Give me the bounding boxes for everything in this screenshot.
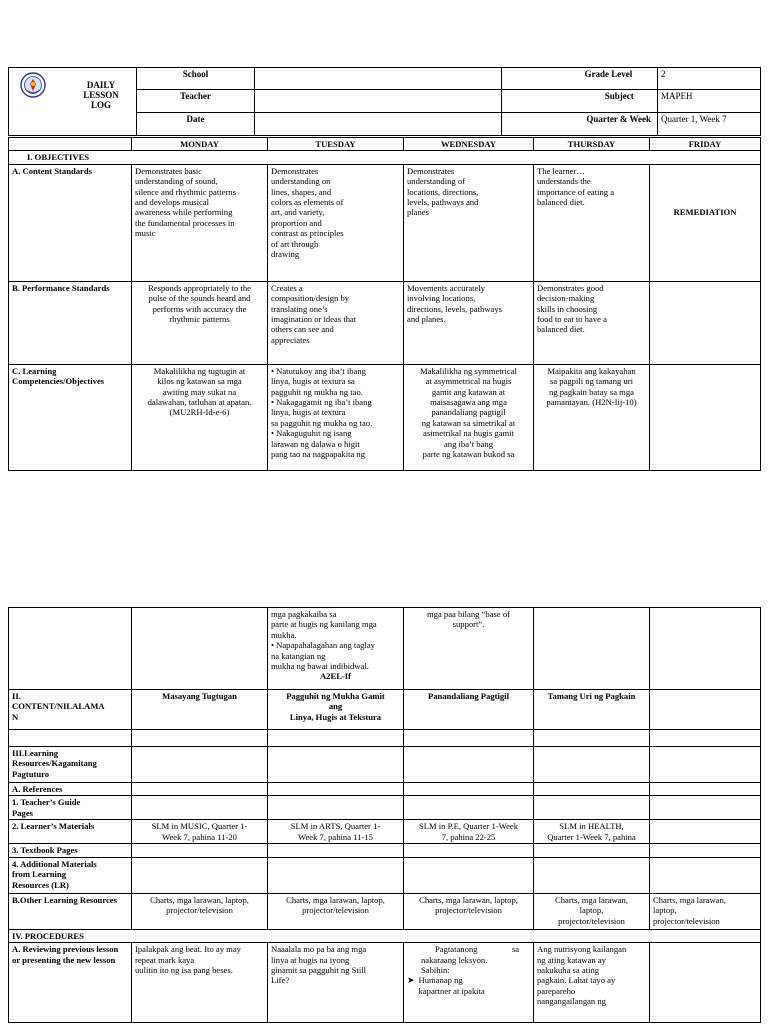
reviewing-wednesday-bullet	[407, 975, 530, 996]
additional-materials-label: 4. Additional Materials from Learning Resources (LR)	[9, 857, 132, 893]
performance-standards-friday	[650, 281, 761, 364]
learners-materials-tuesday: SLM in ARTS, Quarter 1- Week 7, pahina 11-15	[268, 820, 404, 844]
day-header-wednesday: WEDNESDAY	[404, 138, 534, 151]
competencies-friday	[650, 364, 761, 470]
competencies-thursday: Maipakita ang kakayahan sa pagpili ng tamang uri ng pagkain batay sa mga pamantayan. (H2N-Iij-10)	[534, 364, 650, 470]
additional-tue	[268, 857, 404, 893]
grade-level-spacer	[502, 68, 582, 90]
reviewing-wednesday-line-2: nakaraang leksyon.	[421, 954, 488, 965]
competencies-monday: Makalilikha ng tugtugin at kilos ng katawan sa mga awiting may sukat na dalawahan, tatluhan at apatan. (MU2RH-Id-e-6)	[132, 364, 268, 470]
continuation-thursday	[534, 608, 650, 690]
content-thursday: Tamang Uri ng Pagkain	[534, 690, 650, 730]
content-monday: Masayang Tugtugan	[132, 690, 268, 730]
date-value	[255, 113, 502, 136]
reviewing-wednesday-line-1: Pagtatanong sa	[435, 944, 520, 955]
content-standards-thursday: The learner… understands the importance of eating a balanced diet.	[534, 164, 650, 281]
performance-standards-monday: Responds appropriately to the pulse of the sounds heard and performs with accuracy the rhythmic patterns	[132, 281, 268, 364]
references-fri	[650, 783, 761, 796]
teachers-guide-mon	[132, 796, 268, 820]
reviewing-tuesday: Naaalala mo pa ba ang mga linya at hugis na iyong ginamit sa pagguhit ng Still Life?	[268, 943, 404, 1023]
procedures-section-title: IV. PROCEDURES	[9, 929, 761, 942]
performance-standards-wednesday: Movements accurately involving locations, directions, levels, pathways and planes.	[404, 281, 534, 364]
other-resources-wednesday: Charts, mga larawan, laptop, projector/television	[404, 893, 534, 929]
remediation-label: REMEDIATION	[673, 206, 737, 217]
references-tue	[268, 783, 404, 796]
textbook-mon	[132, 844, 268, 857]
content-standards-tuesday: Demonstrates understanding on lines, shapes, and colors as elements of art, and variety, proportion and contrast as principles of art through drawing	[268, 164, 404, 281]
title-line-3: LOG	[90, 100, 111, 110]
reviewing-label: A. Reviewing previous lesson or presenting the new lesson	[9, 943, 132, 1023]
resources-mon	[132, 747, 268, 783]
performance-standards-thursday: Demonstrates good decision-making skills in choosing food to eat to have a balanced diet.	[534, 281, 650, 364]
competencies-tuesday: • Natutukoy ang iba’t ibang linya, hugis at textura sa pagguhit ng mukha ng tao. • Nakagagamit ng iba’t ibang linya, hugis at textura sa pagguhit ng mukha ng tao. • Nakaguguhit ng isang larawan ng dalawa o higit pang tao na nagpapakita ng	[268, 364, 404, 470]
other-resources-tuesday: Charts, mga larawan, laptop, projector/television	[268, 893, 404, 929]
additional-wed	[404, 857, 534, 893]
continuation-tuesday-text: mga pagkakaiba sa parte at hugis ng kanilang mga mukha. • Napapahalagahan ang taglay na katangian ng mukha ng bawat indibidwal.	[271, 609, 377, 672]
teacher-value	[255, 90, 502, 113]
content-standards-label: A. Content Standards	[9, 164, 132, 281]
blank-row-tue	[268, 730, 404, 747]
reviewing-friday	[650, 943, 761, 1023]
reviewing-wednesday-line-3: Sabihin:	[421, 965, 450, 976]
day-header-tuesday: TUESDAY	[268, 138, 404, 151]
content-standards-wednesday: Demonstrates understanding of locations, directions, levels, pathways and planes	[404, 164, 534, 281]
content-wednesday: Panandaliang Pagtigil	[404, 690, 534, 730]
grade-level-value: 2	[658, 68, 761, 90]
learners-materials-monday: SLM in MUSIC, Quarter 1- Week 7, pahina 11-20	[132, 820, 268, 844]
reviewing-thursday: Ang nutrisyong kailangan ng ating katawan ay nakukuha sa ating pagkain. Lahat tayo ay parepareho nangangailangan ng	[534, 943, 650, 1023]
teachers-guide-tue	[268, 796, 404, 820]
additional-fri	[650, 857, 761, 893]
continuation-monday	[132, 608, 268, 690]
continuation-tuesday	[268, 608, 404, 690]
school-label: School	[137, 68, 255, 90]
day-header-blank	[9, 138, 132, 151]
subject-spacer	[502, 90, 582, 113]
quarter-week-label: Quarter & Week	[502, 113, 658, 136]
arrow-bullet-icon: ➤	[407, 975, 415, 986]
references-label: A. References	[9, 783, 132, 796]
resources-wed	[404, 747, 534, 783]
additional-mon	[132, 857, 268, 893]
content-standards-friday	[650, 164, 761, 281]
blank-row-mon	[132, 730, 268, 747]
reviewing-wednesday	[404, 943, 534, 1023]
competencies-label: C. Learning Competencies/Objectives	[9, 364, 132, 470]
resources-thu	[534, 747, 650, 783]
continuation-label	[9, 608, 132, 690]
grade-level-label: Grade Level	[582, 68, 658, 90]
daily-lesson-log-title	[76, 80, 126, 110]
title-line-2: LESSON	[83, 90, 119, 100]
blank-row-label	[9, 730, 132, 747]
learners-materials-label: 2. Learner’s Materials	[9, 820, 132, 844]
content-standards-monday: Demonstrates basic understanding of sound, silence and rhythmic patterns and develops musical awareness while performing the fundamental processes in music	[132, 164, 268, 281]
references-thu	[534, 783, 650, 796]
other-resources-label: B.Other Learning Resources	[9, 893, 132, 929]
procedures-table	[8, 607, 761, 1023]
reviewing-monday: Ipalakpak ang beat. Ito ay may repeat mark kaya uulitin ito ng isa pang beses.	[132, 943, 268, 1023]
textbook-tue	[268, 844, 404, 857]
textbook-fri	[650, 844, 761, 857]
continuation-wednesday: mga paa bilang “base of support”.	[404, 608, 534, 690]
subject-value: MAPEH	[658, 90, 761, 113]
subject-label: Subject	[582, 90, 658, 113]
textbook-label: 3. Textbook Pages	[9, 844, 132, 857]
resources-tue	[268, 747, 404, 783]
objectives-section-title: I. OBJECTIVES	[9, 151, 761, 164]
learners-materials-thursday: SLM in HEALTH, Quarter 1-Week 7, pahina	[534, 820, 650, 844]
objectives-table	[8, 137, 761, 471]
other-resources-friday: Charts, mga larawan, laptop, projector/television	[650, 893, 761, 929]
learners-materials-wednesday: SLM in P.E, Quarter 1-Week 7, pahina 22-25	[404, 820, 534, 844]
performance-standards-tuesday: Creates a composition/design by translating one’s imagination or ideas that others can see and appreciates	[268, 281, 404, 364]
continuation-tuesday-code: A2EL-If	[319, 671, 352, 682]
other-resources-thursday: Charts, mga larawan, laptop, projector/television	[534, 893, 650, 929]
title-line-1: DAILY	[86, 80, 116, 90]
textbook-thu	[534, 844, 650, 857]
blank-row-fri	[650, 730, 761, 747]
teachers-guide-fri	[650, 796, 761, 820]
day-header-friday: FRIDAY	[650, 138, 761, 151]
performance-standards-label: B. Performance Standards	[9, 281, 132, 364]
competencies-wednesday: Makalilikha ng symmetrical at asymmetrical na hugis gamit ang katawan at maisasagawa ang mga panandaliang pagtigil ng katawan sa simetrikal at asimetrikal na hugis gamit ang iba’t bang parte ng katawan bukod sa	[404, 364, 534, 470]
reviewing-wednesday-bullet-text: Humanap ng kapartner at ipakita	[418, 975, 485, 996]
references-wed	[404, 783, 534, 796]
blank-row-thu	[534, 730, 650, 747]
content-friday	[650, 690, 761, 730]
content-tuesday: Pagguhit ng Mukha Gamit ang Linya, Hugis at Tekstura	[268, 690, 404, 730]
other-resources-monday: Charts, mga larawan, laptop, projector/television	[132, 893, 268, 929]
school-value	[255, 68, 502, 90]
day-header-thursday: THURSDAY	[534, 138, 650, 151]
textbook-wed	[404, 844, 534, 857]
teachers-guide-thu	[534, 796, 650, 820]
content-label: II. CONTENT/NILALAMA N	[9, 690, 132, 730]
resources-label: III.Learning Resources/Kagamitang Pagtuturo	[9, 747, 132, 783]
blank-row-wed	[404, 730, 534, 747]
day-header-monday: MONDAY	[132, 138, 268, 151]
additional-thu	[534, 857, 650, 893]
deped-seal-icon	[20, 72, 46, 98]
date-label: Date	[137, 113, 255, 136]
continuation-friday	[650, 608, 761, 690]
resources-fri	[650, 747, 761, 783]
references-mon	[132, 783, 268, 796]
teacher-label: Teacher	[137, 90, 255, 113]
teachers-guide-label: 1. Teacher’s Guide Pages	[9, 796, 132, 820]
learners-materials-friday	[650, 820, 761, 844]
quarter-week-value: Quarter 1, Week 7	[658, 113, 761, 136]
teachers-guide-wed	[404, 796, 534, 820]
